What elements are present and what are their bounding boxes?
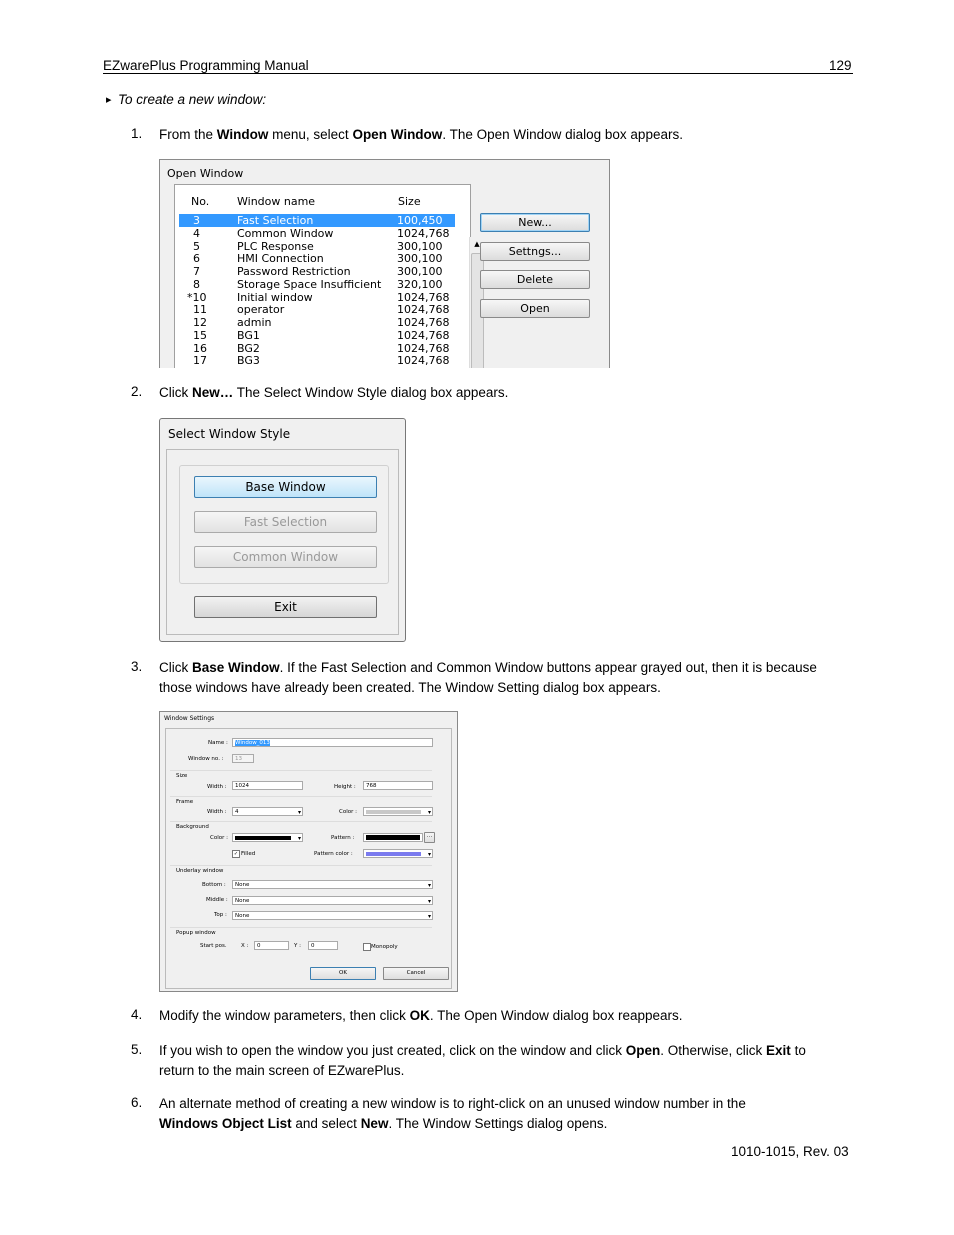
divider: [170, 821, 432, 822]
window-no: 11: [193, 303, 207, 317]
window-name: Initial window: [237, 290, 313, 304]
window-name: BG3: [237, 354, 260, 368]
list-item[interactable]: [179, 265, 455, 278]
step-number: 1.: [131, 126, 143, 141]
pattern-label: Pattern :: [331, 835, 355, 841]
frame-width-select[interactable]: 4 ▾: [232, 807, 303, 816]
list-item[interactable]: [179, 342, 455, 355]
cancel-button[interactable]: Cancel: [383, 967, 449, 980]
window-no: 7: [193, 265, 200, 278]
window-size: 300,100: [397, 239, 443, 253]
list-item[interactable]: [179, 303, 455, 316]
fast-selection-button[interactable]: Fast Selection: [194, 511, 377, 533]
window-no: 15: [193, 328, 207, 342]
frame-width-label: Width :: [207, 809, 227, 815]
popup-group-label: Popup window: [176, 930, 216, 936]
list-item[interactable]: [179, 316, 455, 329]
window-name: BG1: [237, 328, 260, 342]
common-window-button[interactable]: Common Window: [194, 546, 377, 568]
ok-button[interactable]: OK: [310, 967, 376, 980]
monopoly-label: Monopoly: [371, 944, 398, 950]
window-size: 100,450: [397, 214, 443, 227]
open-window-dialog: [159, 159, 610, 368]
pattern-select[interactable]: [363, 833, 423, 842]
window-no-label: Window no. :: [188, 756, 224, 762]
size-group-label: Size: [176, 773, 188, 779]
name-input[interactable]: Window_013: [232, 738, 433, 747]
intro-heading: To create a new window:: [118, 92, 267, 107]
base-window-button[interactable]: Base Window: [194, 476, 377, 498]
window-size: 1024,768: [397, 328, 450, 342]
window-name: Common Window: [237, 226, 334, 240]
top-label: Top :: [214, 912, 227, 918]
window-size: 1024,768: [397, 290, 450, 304]
divider: [170, 796, 432, 797]
step-text: Modify the window parameters, then click OK. The Open Window dialog box reappears.: [159, 1008, 683, 1023]
window-size: 1024,768: [397, 354, 450, 368]
column-window-name: Window name: [237, 195, 316, 208]
monopoly-checkbox[interactable]: [363, 943, 371, 951]
list-item[interactable]: [179, 227, 455, 240]
window-no: 12: [193, 316, 207, 329]
window-size: 300,100: [397, 252, 443, 266]
middle-label: Middle :: [206, 897, 228, 903]
column-size: Size: [398, 195, 421, 208]
x-label: X :: [241, 943, 249, 949]
window-name: HMI Connection: [237, 252, 324, 266]
window-size: 1024,768: [397, 341, 450, 355]
window-list[interactable]: [174, 184, 480, 368]
window-no: *10: [187, 290, 207, 304]
window-size: 320,100: [397, 277, 443, 291]
width-input[interactable]: 1024: [232, 781, 303, 790]
filled-checkbox[interactable]: ✓: [233, 851, 239, 857]
window-no: 5: [193, 239, 200, 253]
underlay-group-label: Underlay window: [176, 868, 224, 874]
window-size: 1024,768: [397, 303, 450, 317]
background-group-label: Background: [176, 824, 209, 830]
step-number: 2.: [131, 384, 143, 399]
y-input[interactable]: 0: [308, 941, 338, 950]
window-name: Password Restriction: [237, 265, 351, 278]
window-name: admin: [237, 316, 272, 329]
select-window-style-dialog: [159, 418, 406, 642]
dialog-title: Select Window Style: [168, 427, 291, 441]
list-item[interactable]: [179, 354, 455, 367]
step-number: 6.: [131, 1095, 143, 1110]
window-name: PLC Response: [237, 239, 314, 253]
frame-color-select[interactable]: [363, 807, 433, 816]
step-text: An alternate method of creating a new window is to right-click on an unused window number in the Windows Object List and select New. The Window Settings dialog opens.: [159, 1096, 746, 1131]
window-size: 1024,768: [397, 226, 450, 240]
window-no: 6: [193, 252, 200, 266]
scroll-up-icon[interactable]: ▲: [474, 240, 480, 248]
settings-button[interactable]: Settngs...: [480, 242, 590, 261]
name-label: Name :: [208, 740, 228, 746]
header-rule: [103, 73, 853, 74]
open-button[interactable]: Open: [480, 299, 590, 318]
list-item[interactable]: [179, 329, 455, 342]
divider: [170, 770, 432, 771]
window-no: 8: [193, 277, 200, 291]
window-no: 4: [193, 226, 200, 240]
list-item[interactable]: [179, 240, 455, 253]
step-number: 5.: [131, 1042, 143, 1057]
header-title: EZwarePlus Programming Manual: [103, 58, 309, 73]
window-no: 3: [193, 214, 200, 227]
list-item[interactable]: [179, 252, 455, 265]
page-number: 129: [829, 58, 852, 73]
x-input[interactable]: 0: [254, 941, 289, 950]
step-number: 4.: [131, 1007, 143, 1022]
width-label: Width :: [207, 784, 227, 790]
exit-button[interactable]: Exit: [194, 596, 377, 618]
window-settings-dialog: [159, 711, 458, 992]
list-item[interactable]: [179, 291, 455, 304]
bg-color-label: Color :: [210, 835, 228, 841]
window-name: BG2: [237, 341, 260, 355]
list-item[interactable]: [179, 278, 455, 291]
window-no: 17: [193, 354, 207, 368]
y-label: Y :: [294, 943, 301, 949]
window-no-field: 13: [232, 754, 254, 763]
window-name: operator: [237, 303, 285, 317]
frame-color-label: Color :: [339, 809, 357, 815]
start-pos-label: Start pos.: [200, 943, 227, 949]
pattern-color-label: Pattern color :: [314, 851, 353, 857]
footer-doc-number: 1010-1015, Rev. 03: [731, 1144, 849, 1159]
middle-select[interactable]: None ▾: [232, 896, 433, 905]
step-number: 3.: [131, 659, 143, 674]
filled-label: Filled: [241, 851, 256, 857]
divider: [170, 865, 432, 866]
window-size: 300,100: [397, 265, 443, 278]
triangle-bullet-icon: ▸: [106, 94, 112, 106]
window-name: Fast Selection: [237, 214, 314, 227]
bg-color-select[interactable]: [232, 833, 303, 842]
window-no: 16: [193, 341, 207, 355]
frame-group-label: Frame: [176, 799, 194, 805]
top-select[interactable]: None ▾: [232, 911, 433, 920]
dialog-title: Window Settings: [164, 715, 215, 722]
height-label: Height :: [334, 784, 356, 790]
step-text: Click New… The Select Window Style dialog box appears.: [159, 385, 509, 400]
window-size: 1024,768: [397, 316, 450, 329]
color-swatch: [366, 810, 421, 814]
color-swatch: [235, 836, 291, 840]
list-item[interactable]: [179, 214, 455, 227]
bottom-label: Bottom :: [202, 882, 226, 888]
color-swatch: [366, 852, 421, 856]
step-text: From the Window menu, select Open Window. The Open Window dialog box appears.: [159, 127, 683, 142]
step-text: If you wish to open the window you just created, click on the window and click Open. Otherwise, click Exit to return to the main screen of EZwarePlus.: [159, 1043, 806, 1078]
divider: [170, 927, 432, 928]
column-no: No.: [191, 195, 210, 208]
color-swatch: [366, 835, 420, 840]
step-text: Click Base Window. If the Fast Selection and Common Window buttons appear grayed out, then it is because those windows have already been created. The Window Setting dialog box appears.: [159, 660, 817, 695]
pattern-color-select[interactable]: [363, 849, 433, 858]
delete-button[interactable]: Delete: [480, 270, 590, 289]
window-name: Storage Space Insufficient: [237, 277, 382, 291]
bottom-select[interactable]: None ▾: [232, 880, 433, 889]
new-button[interactable]: New...: [480, 213, 590, 232]
dialog-title: Open Window: [167, 167, 244, 180]
height-input[interactable]: 768: [363, 781, 433, 790]
pattern-browse-button[interactable]: …: [424, 832, 435, 843]
